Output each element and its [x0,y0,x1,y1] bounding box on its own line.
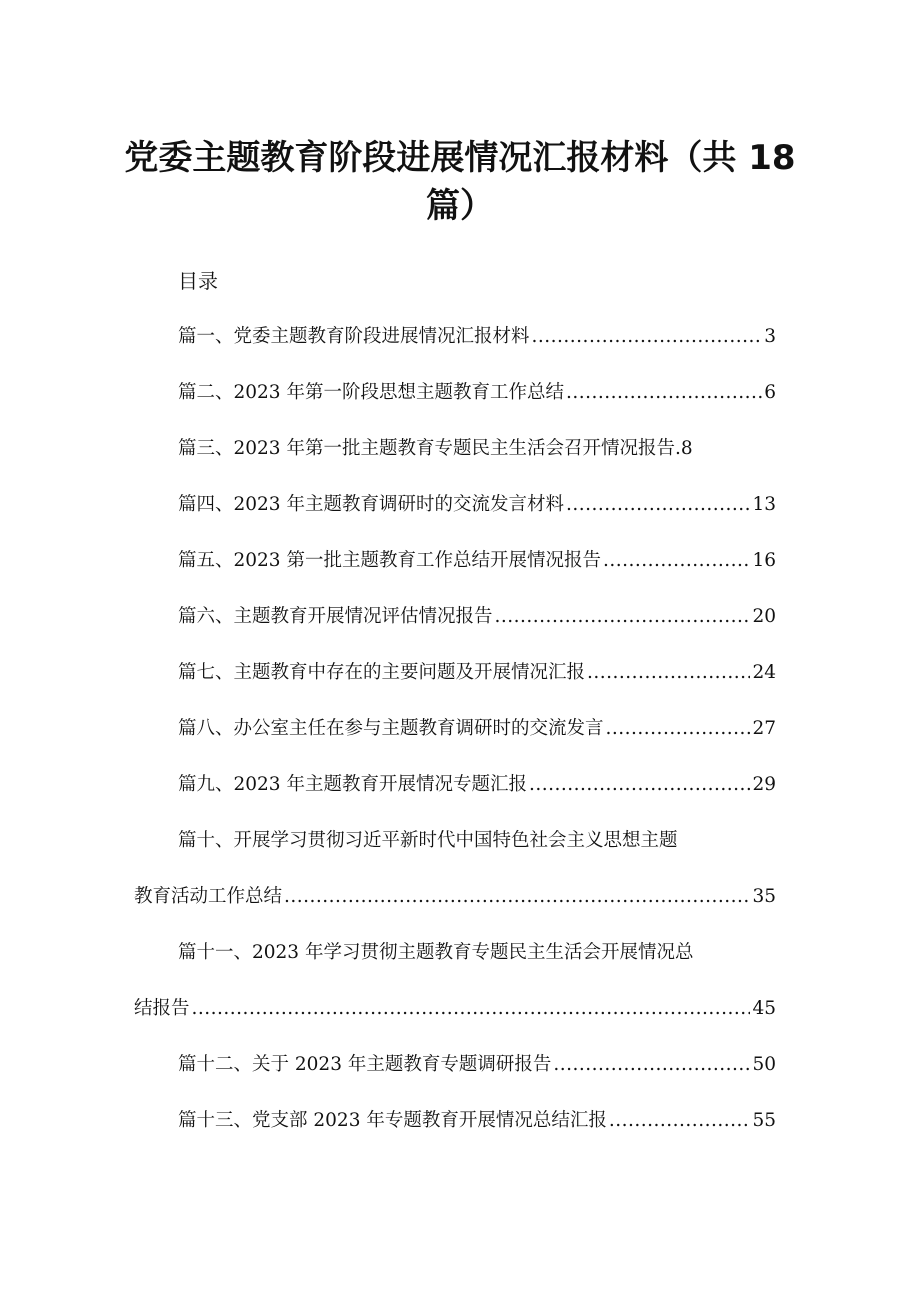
toc-entry-label: 篇三、2023 年第一批主题教育专题民主生活会召开情况报告.8 [178,438,693,459]
toc-entry[interactable] [178,378,776,408]
toc-entry-label: 教育活动工作总结 [134,886,283,907]
toc-entry[interactable] [178,546,776,576]
toc-entry-page: 45 [752,998,776,1019]
toc-entry-wrap-second[interactable] [134,994,776,1024]
toc-entry-label: 篇十三、党支部 2023 年专题教育开展情况总结汇报 [178,1110,607,1131]
toc-entry-page: 27 [752,718,776,739]
toc-entry-label: 篇十、开展学习贯彻习近平新时代中国特色社会主义思想主题 [178,830,678,851]
toc-entry-page: 3 [764,326,776,347]
toc-leader-dots [553,1050,750,1080]
toc-entry-label: 结报告 [134,998,190,1019]
toc-entry[interactable] [178,658,776,688]
toc-leader-dots [566,490,750,520]
toc-entry[interactable] [178,490,776,520]
toc-entry[interactable] [178,714,776,744]
toc-heading: 目录 [178,269,218,293]
toc-entry[interactable] [178,434,693,464]
toc-entry-page: 20 [752,606,776,627]
toc-entry-label: 篇十二、关于 2023 年主题教育专题调研报告 [178,1054,552,1075]
toc-entry[interactable] [178,1050,776,1080]
toc-leader-dots [587,658,750,688]
toc-entry-wrap-first[interactable] [178,826,678,856]
toc-leader-dots [532,322,763,352]
toc-entry-page: 29 [752,774,776,795]
toc-entry-label: 篇八、办公室主任在参与主题教育调研时的交流发言 [178,718,604,739]
toc-entry[interactable] [178,770,776,800]
toc-entry[interactable] [178,602,776,632]
toc-entry-label: 篇九、2023 年主题教育开展情况专题汇报 [178,774,527,795]
toc-entry-wrap-first[interactable] [178,938,693,968]
toc-entry-label: 篇十一、2023 年学习贯彻主题教育专题民主生活会开展情况总 [178,942,694,963]
toc-leader-dots [609,1106,751,1136]
toc-entry-page: 24 [752,662,776,683]
toc-leader-dots [606,714,751,744]
toc-entry-page: 50 [752,1054,776,1075]
toc-entry-label: 篇五、2023 第一批主题教育工作总结开展情况报告 [178,550,601,571]
toc-entry[interactable] [178,1106,776,1136]
toc-entry-wrap-second[interactable] [134,882,776,912]
toc-entry-label: 篇六、主题教育开展情况评估情况报告 [178,606,493,627]
toc-leader-dots [529,770,750,800]
toc-entry-page: 16 [752,550,776,571]
toc-entry-page: 13 [752,494,776,515]
toc-leader-dots [566,378,762,408]
toc-leader-dots [603,546,750,576]
toc-leader-dots [495,602,751,632]
toc-entry-page: 55 [752,1110,776,1131]
toc-entry-label: 篇四、2023 年主题教育调研时的交流发言材料 [178,494,564,515]
toc-entry[interactable] [178,322,776,352]
toc-entry-page: 6 [764,382,776,403]
toc-entry-label: 篇七、主题教育中存在的主要问题及开展情况汇报 [178,662,586,683]
toc-leader-dots [284,882,750,912]
toc-entry-label: 篇二、2023 年第一阶段思想主题教育工作总结 [178,382,564,403]
toc-entry-page: 35 [752,886,776,907]
document-title-line2: 篇） [426,186,494,226]
toc-entry-label: 篇一、党委主题教育阶段进展情况汇报材料 [178,326,530,347]
document-title-line1: 党委主题教育阶段进展情况汇报材料（共 18 [124,138,796,178]
toc-leader-dots [192,994,751,1024]
